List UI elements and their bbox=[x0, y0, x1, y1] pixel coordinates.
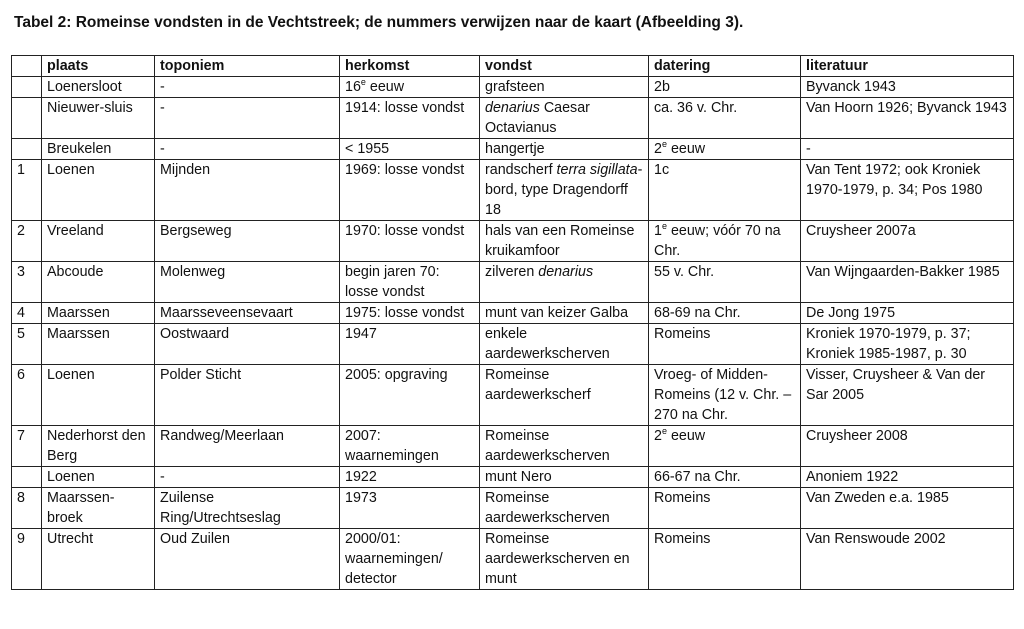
cell-datering: Romeins bbox=[649, 488, 801, 529]
cell-plaats: Vreeland bbox=[42, 221, 155, 262]
cell-literatuur: Van Hoorn 1926; Byvanck 1943 bbox=[801, 98, 1014, 139]
cell-plaats: Nederhorst den Berg bbox=[42, 426, 155, 467]
table-row bbox=[12, 98, 1014, 139]
cell-datering: 66-67 na Chr. bbox=[649, 467, 801, 488]
cell-plaats: Loenen bbox=[42, 160, 155, 221]
cell-literatuur: Van Wijngaarden-Bakker 1985 bbox=[801, 262, 1014, 303]
cell-vondst: grafsteen bbox=[480, 77, 649, 98]
cell-datering: 2e eeuw bbox=[649, 139, 801, 160]
cell-plaats: Breukelen bbox=[42, 139, 155, 160]
cell-literatuur: Cruysheer 2007a bbox=[801, 221, 1014, 262]
cell-toponiem: - bbox=[155, 139, 340, 160]
cell-nr: 8 bbox=[12, 488, 42, 529]
cell-herkomst: begin jaren 70: losse vondst bbox=[340, 262, 480, 303]
cell-vondst: enkele aardewerkscherven bbox=[480, 324, 649, 365]
cell-literatuur: - bbox=[801, 139, 1014, 160]
cell-plaats: Loenen bbox=[42, 365, 155, 426]
table-row bbox=[12, 467, 1014, 488]
cell-datering: 2e eeuw bbox=[649, 426, 801, 467]
cell-herkomst: 1947 bbox=[340, 324, 480, 365]
header-literatuur: literatuur bbox=[801, 56, 1014, 77]
cell-nr: 9 bbox=[12, 529, 42, 590]
cell-plaats: Nieuwer-sluis bbox=[42, 98, 155, 139]
cell-toponiem: - bbox=[155, 467, 340, 488]
cell-literatuur: De Jong 1975 bbox=[801, 303, 1014, 324]
cell-plaats: Loenen bbox=[42, 467, 155, 488]
cell-vondst: hals van een Romeinse kruikamfoor bbox=[480, 221, 649, 262]
cell-nr: 7 bbox=[12, 426, 42, 467]
cell-toponiem: Polder Sticht bbox=[155, 365, 340, 426]
cell-literatuur: Kroniek 1970-1979, p. 37; Kroniek 1985-1987, p. 30 bbox=[801, 324, 1014, 365]
cell-plaats: Maarssen bbox=[42, 324, 155, 365]
cell-literatuur: Anoniem 1922 bbox=[801, 467, 1014, 488]
cell-herkomst: 2005: opgraving bbox=[340, 365, 480, 426]
table-row bbox=[12, 139, 1014, 160]
cell-literatuur: Van Tent 1972; ook Kroniek 1970-1979, p. 34; Pos 1980 bbox=[801, 160, 1014, 221]
cell-nr bbox=[12, 139, 42, 160]
cell-datering: Vroeg- of Midden-Romeins (12 v. Chr. – 270 na Chr. bbox=[649, 365, 801, 426]
cell-datering: 2b bbox=[649, 77, 801, 98]
cell-herkomst: 1975: losse vondst bbox=[340, 303, 480, 324]
cell-vondst: denarius Caesar Octavianus bbox=[480, 98, 649, 139]
cell-vondst: hangertje bbox=[480, 139, 649, 160]
cell-vondst: munt Nero bbox=[480, 467, 649, 488]
cell-herkomst: 2000/01: waarnemingen/ detector bbox=[340, 529, 480, 590]
cell-datering: ca. 36 v. Chr. bbox=[649, 98, 801, 139]
header-herkomst: herkomst bbox=[340, 56, 480, 77]
cell-literatuur: Byvanck 1943 bbox=[801, 77, 1014, 98]
cell-nr bbox=[12, 98, 42, 139]
cell-nr: 5 bbox=[12, 324, 42, 365]
table-row bbox=[12, 303, 1014, 324]
table-row bbox=[12, 529, 1014, 590]
cell-plaats: Loenersloot bbox=[42, 77, 155, 98]
cell-plaats: Maarssen bbox=[42, 303, 155, 324]
cell-literatuur: Van Zweden e.a. 1985 bbox=[801, 488, 1014, 529]
cell-nr: 2 bbox=[12, 221, 42, 262]
cell-nr: 6 bbox=[12, 365, 42, 426]
header-datering: datering bbox=[649, 56, 801, 77]
cell-vondst: zilveren denarius bbox=[480, 262, 649, 303]
table-row bbox=[12, 77, 1014, 98]
cell-datering: Romeins bbox=[649, 529, 801, 590]
cell-nr bbox=[12, 467, 42, 488]
cell-datering: 1e eeuw; vóór 70 na Chr. bbox=[649, 221, 801, 262]
cell-nr bbox=[12, 77, 42, 98]
cell-herkomst: < 1955 bbox=[340, 139, 480, 160]
header-plaats: plaats bbox=[42, 56, 155, 77]
cell-literatuur: Van Renswoude 2002 bbox=[801, 529, 1014, 590]
cell-plaats: Utrecht bbox=[42, 529, 155, 590]
finds-table bbox=[11, 55, 1014, 590]
cell-vondst: Romeinse aardewerkscherven en munt bbox=[480, 529, 649, 590]
cell-toponiem: Bergseweg bbox=[155, 221, 340, 262]
cell-nr: 3 bbox=[12, 262, 42, 303]
table-row bbox=[12, 324, 1014, 365]
header-vondst: vondst bbox=[480, 56, 649, 77]
table-row bbox=[12, 426, 1014, 467]
header-nr bbox=[12, 56, 42, 77]
cell-toponiem: Oud Zuilen bbox=[155, 529, 340, 590]
cell-toponiem: Oostwaard bbox=[155, 324, 340, 365]
table-row bbox=[12, 262, 1014, 303]
table-row bbox=[12, 160, 1014, 221]
cell-toponiem: Mijnden bbox=[155, 160, 340, 221]
cell-herkomst: 1970: losse vondst bbox=[340, 221, 480, 262]
cell-herkomst: 1922 bbox=[340, 467, 480, 488]
cell-herkomst: 1914: losse vondst bbox=[340, 98, 480, 139]
cell-herkomst: 1969: losse vondst bbox=[340, 160, 480, 221]
table-row bbox=[12, 221, 1014, 262]
cell-datering: 55 v. Chr. bbox=[649, 262, 801, 303]
table-row bbox=[12, 365, 1014, 426]
cell-literatuur: Visser, Cruysheer & Van der Sar 2005 bbox=[801, 365, 1014, 426]
cell-herkomst: 2007: waarnemingen bbox=[340, 426, 480, 467]
cell-vondst: munt van keizer Galba bbox=[480, 303, 649, 324]
cell-toponiem: Molenweg bbox=[155, 262, 340, 303]
cell-herkomst: 16e eeuw bbox=[340, 77, 480, 98]
cell-toponiem: - bbox=[155, 77, 340, 98]
cell-toponiem: Randweg/Meerlaan bbox=[155, 426, 340, 467]
cell-vondst: Romeinse aardewerkscherven bbox=[480, 426, 649, 467]
cell-datering: 1c bbox=[649, 160, 801, 221]
cell-toponiem: Zuilense Ring/Utrechtseslag bbox=[155, 488, 340, 529]
table-row bbox=[12, 488, 1014, 529]
cell-nr: 4 bbox=[12, 303, 42, 324]
cell-datering: Romeins bbox=[649, 324, 801, 365]
cell-herkomst: 1973 bbox=[340, 488, 480, 529]
header-toponiem: toponiem bbox=[155, 56, 340, 77]
header-row bbox=[12, 56, 1014, 77]
cell-vondst: Romeinse aardewerkscherven bbox=[480, 488, 649, 529]
table-caption: Tabel 2: Romeinse vondsten in de Vechtstreek; de nummers verwijzen naar de kaart (Afbeelding 3). bbox=[14, 14, 744, 31]
cell-nr: 1 bbox=[12, 160, 42, 221]
cell-literatuur: Cruysheer 2008 bbox=[801, 426, 1014, 467]
cell-datering: 68-69 na Chr. bbox=[649, 303, 801, 324]
cell-vondst: Romeinse aardewerkscherf bbox=[480, 365, 649, 426]
cell-vondst: randscherf terra sigillata-bord, type Dragendorff 18 bbox=[480, 160, 649, 221]
cell-toponiem: Maarsseveensevaart bbox=[155, 303, 340, 324]
cell-plaats: Abcoude bbox=[42, 262, 155, 303]
cell-plaats: Maarssen-broek bbox=[42, 488, 155, 529]
cell-toponiem: - bbox=[155, 98, 340, 139]
